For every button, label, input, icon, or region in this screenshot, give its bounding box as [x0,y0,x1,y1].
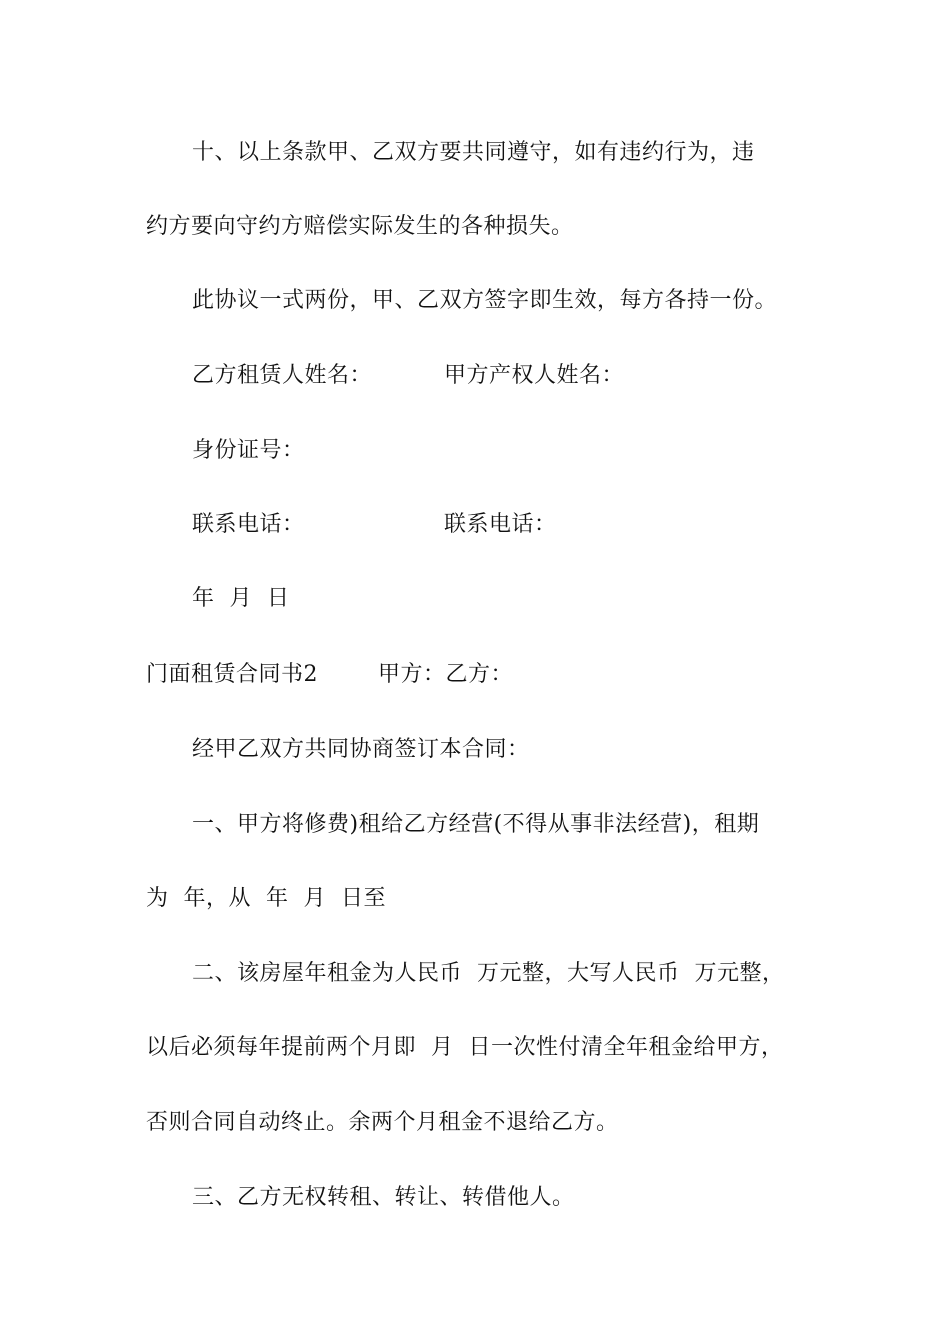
clause-10-line-1: 十、以上条款甲、乙双方要共同遵守，如有违约行为，违 [192,140,755,165]
clause-3-line-1: 三、乙方无权转租、转让、转借他人。 [192,1185,575,1210]
clause-1-line-1: 一、甲方将修费)租给乙方经营(不得从事非法经营)，租期 [192,812,760,837]
parties-line: 甲方：乙方： [378,662,514,687]
lessee-name-label: 乙方租赁人姓名： [192,363,373,388]
intro-line: 经甲乙双方共同协商签订本合同： [192,737,530,762]
clause-2-line-1: 二、该房屋年租金为人民币 万元整，大写人民币 万元整， [192,961,785,986]
id-number-label: 身份证号： [192,438,305,463]
owner-phone-label: 联系电话： [444,512,557,537]
clause-10-line-2: 约方要向守约方赔偿实际发生的各种损失。 [146,214,574,239]
clause-1-line-2: 为 年，从 年 月 日至 [146,886,386,911]
copies-statement: 此协议一式两份，甲、乙双方签字即生效，每方各持一份。 [192,288,778,313]
date-line: 年 月 日 [192,586,290,611]
owner-name-label: 甲方产权人姓名： [444,363,625,388]
clause-2-line-3: 否则合同自动终止。余两个月租金不退给乙方。 [146,1110,619,1135]
clause-2-line-2: 以后必须每年提前两个月即 月 日一次性付清全年租金给甲方， [146,1035,784,1060]
contract-title: 门面租赁合同书2 [146,662,318,687]
lessee-phone-label: 联系电话： [192,512,305,537]
